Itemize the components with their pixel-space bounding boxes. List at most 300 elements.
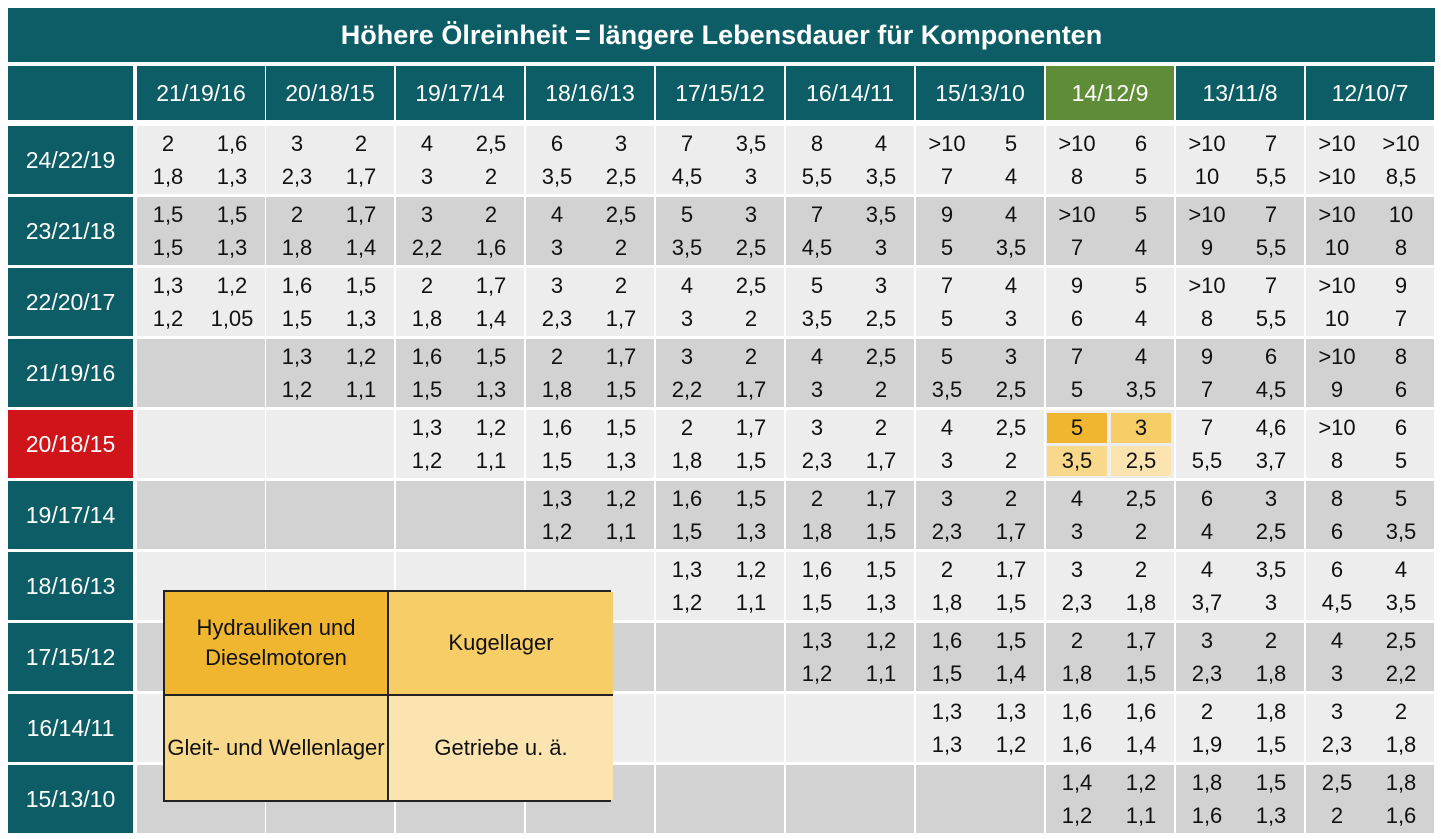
cell-value: 5 bbox=[1004, 131, 1018, 156]
cell-value: 2,5 bbox=[735, 235, 767, 260]
cell-value: 1,5 bbox=[281, 306, 313, 331]
table-cell bbox=[266, 197, 394, 265]
cell-value: 1,1 bbox=[1125, 803, 1157, 828]
table-cell bbox=[1306, 481, 1434, 549]
table-cell bbox=[1176, 410, 1304, 478]
cell-value bbox=[527, 801, 587, 831]
cell-value: 4 bbox=[810, 344, 824, 369]
cell-value: 1,3 bbox=[735, 519, 767, 544]
cell-value: 1,2 bbox=[216, 273, 248, 298]
cell-value bbox=[397, 555, 457, 585]
cell-value: 1,6 bbox=[475, 235, 507, 260]
cell-value: 2,5 bbox=[475, 131, 507, 156]
cell-value: 1,5 bbox=[1255, 770, 1287, 795]
cell-value bbox=[331, 517, 391, 547]
table-cell bbox=[137, 126, 265, 194]
cell-value bbox=[202, 342, 262, 372]
cell-value: 4,5 bbox=[1255, 377, 1287, 402]
cell-value: 5 bbox=[1394, 486, 1408, 511]
cell-value: 1,7 bbox=[345, 202, 377, 227]
cell-value: 3 bbox=[1330, 661, 1344, 686]
cell-value: 8 bbox=[1070, 164, 1084, 189]
cell-value: 1,4 bbox=[995, 661, 1027, 686]
cell-value: 1,5 bbox=[865, 519, 897, 544]
table-cell bbox=[1176, 481, 1304, 549]
cell-value: 2 bbox=[940, 557, 954, 582]
cell-value: 6 bbox=[1394, 377, 1408, 402]
column-header: 15/13/10 bbox=[916, 66, 1044, 120]
cell-value: 1,3 bbox=[995, 699, 1027, 724]
cell-value: 1,8 bbox=[541, 377, 573, 402]
table-cell bbox=[916, 765, 1044, 833]
cell-value: 5,5 bbox=[801, 164, 833, 189]
cell-value bbox=[787, 768, 847, 798]
cell-value: 6 bbox=[1394, 415, 1408, 440]
cell-value: 6 bbox=[1134, 131, 1148, 156]
cell-value: 3 bbox=[874, 235, 888, 260]
table-cell bbox=[1046, 552, 1174, 620]
cell-value: 7 bbox=[1394, 306, 1408, 331]
cell-value: 1,5 bbox=[995, 590, 1027, 615]
cell-value bbox=[591, 801, 651, 831]
cell-value: >10 bbox=[1318, 273, 1356, 298]
table-cell bbox=[1046, 339, 1174, 407]
cell-value: 5 bbox=[940, 235, 954, 260]
table-cell bbox=[526, 339, 654, 407]
cell-value: 3,7 bbox=[1191, 590, 1223, 615]
cell-value: 4 bbox=[420, 131, 434, 156]
cell-value: 8 bbox=[1200, 306, 1214, 331]
cell-value: 4 bbox=[1200, 519, 1214, 544]
cell-value: 4 bbox=[1004, 273, 1018, 298]
cell-value: 2,5 bbox=[865, 306, 897, 331]
row-header: 21/19/16 bbox=[8, 339, 133, 407]
cell-value bbox=[591, 555, 651, 585]
cell-value: 1,3 bbox=[931, 732, 963, 757]
cell-value bbox=[721, 697, 781, 727]
table-cell bbox=[396, 410, 524, 478]
table-cell bbox=[1046, 197, 1174, 265]
table-cell bbox=[1176, 552, 1304, 620]
cell-value: 1,8 bbox=[1255, 661, 1287, 686]
cell-value bbox=[202, 801, 262, 831]
row-header: 24/22/19 bbox=[8, 126, 133, 194]
cell-value: 3 bbox=[1264, 486, 1278, 511]
cell-value: 1,5 bbox=[541, 448, 573, 473]
cell-value: 1,8 bbox=[281, 235, 313, 260]
cell-value: 1,2 bbox=[865, 628, 897, 653]
legend bbox=[163, 590, 611, 802]
table-cell bbox=[396, 339, 524, 407]
cell-value: 4 bbox=[1394, 557, 1408, 582]
cell-value: 7 bbox=[940, 164, 954, 189]
cell-value: 1,8 bbox=[1125, 590, 1157, 615]
cell-value: 1,6 bbox=[1061, 699, 1093, 724]
cell-value: 2,5 bbox=[995, 415, 1027, 440]
cell-value: 2,2 bbox=[1385, 661, 1417, 686]
cell-value bbox=[787, 697, 847, 727]
cell-value bbox=[267, 413, 327, 443]
cell-value bbox=[787, 801, 847, 831]
column-header: 19/17/14 bbox=[396, 66, 524, 120]
cell-value: 5 bbox=[1047, 413, 1107, 443]
cell-value bbox=[461, 517, 521, 547]
cell-value: 2 bbox=[550, 344, 564, 369]
cell-value bbox=[851, 768, 911, 798]
table-cell bbox=[786, 268, 914, 336]
cell-value: 3 bbox=[1070, 557, 1084, 582]
cell-value: 1,7 bbox=[865, 486, 897, 511]
cell-value: 2 bbox=[484, 202, 498, 227]
cell-value: >10 bbox=[1058, 131, 1096, 156]
table-cell bbox=[916, 623, 1044, 691]
cell-value bbox=[851, 697, 911, 727]
table-cell bbox=[1306, 268, 1434, 336]
cell-value: 2 bbox=[354, 131, 368, 156]
cell-value bbox=[267, 484, 327, 514]
cell-value: 1,5 bbox=[671, 519, 703, 544]
cell-value: 1,2 bbox=[671, 590, 703, 615]
table-cell bbox=[1176, 126, 1304, 194]
cell-value: 3,5 bbox=[931, 377, 963, 402]
cell-value bbox=[397, 801, 457, 831]
cell-value bbox=[331, 801, 391, 831]
cell-value: 2,3 bbox=[1061, 590, 1093, 615]
cell-value: 2,3 bbox=[1191, 661, 1223, 686]
table-cell bbox=[526, 126, 654, 194]
cell-value: 8,5 bbox=[1385, 164, 1417, 189]
cell-value bbox=[721, 730, 781, 760]
table-cell bbox=[526, 410, 654, 478]
cell-value: 9 bbox=[1200, 235, 1214, 260]
table-cell bbox=[1176, 623, 1304, 691]
cell-value: 1,5 bbox=[605, 415, 637, 440]
cell-value: 7 bbox=[1264, 131, 1278, 156]
cell-value: 4,5 bbox=[801, 235, 833, 260]
table-cell bbox=[396, 268, 524, 336]
cell-value bbox=[657, 626, 717, 656]
cell-value: 1,8 bbox=[1385, 732, 1417, 757]
cell-value: 7 bbox=[1200, 415, 1214, 440]
cell-value: 2 bbox=[484, 164, 498, 189]
cell-value: 1,1 bbox=[475, 448, 507, 473]
cell-value: 1,6 bbox=[801, 557, 833, 582]
table-cell bbox=[137, 339, 265, 407]
cell-value: 2,2 bbox=[671, 377, 703, 402]
cell-value: 1,6 bbox=[216, 131, 248, 156]
cell-value: 3 bbox=[1200, 628, 1214, 653]
cell-value bbox=[657, 697, 717, 727]
table-cell bbox=[1046, 268, 1174, 336]
cell-value: 2 bbox=[1070, 628, 1084, 653]
cell-value: 1,6 bbox=[1061, 732, 1093, 757]
cell-value: >10 bbox=[1318, 344, 1356, 369]
cell-value: 1,7 bbox=[345, 164, 377, 189]
cell-value: 4,6 bbox=[1255, 415, 1287, 440]
cell-value: 1,5 bbox=[152, 235, 184, 260]
cell-value: 4 bbox=[680, 273, 694, 298]
cell-value: 5,5 bbox=[1255, 235, 1287, 260]
cell-value: 5 bbox=[940, 344, 954, 369]
cell-value bbox=[721, 626, 781, 656]
cell-value: 9 bbox=[1394, 273, 1408, 298]
cell-value: 9 bbox=[1200, 344, 1214, 369]
cell-value: 3 bbox=[810, 415, 824, 440]
cell-value: 1,9 bbox=[1191, 732, 1223, 757]
cell-value bbox=[331, 484, 391, 514]
cell-value: 5 bbox=[1134, 164, 1148, 189]
table-cell bbox=[1306, 339, 1434, 407]
cell-value: 1,4 bbox=[1061, 770, 1093, 795]
cell-value: 2 bbox=[1330, 803, 1344, 828]
cell-value: 1,3 bbox=[931, 699, 963, 724]
cell-value: 2 bbox=[614, 235, 628, 260]
table-cell bbox=[1176, 694, 1304, 762]
cell-value: >10 bbox=[928, 131, 966, 156]
table-cell bbox=[1176, 765, 1304, 833]
cell-value bbox=[461, 555, 521, 585]
table-cell bbox=[266, 481, 394, 549]
cell-value: 1,3 bbox=[605, 448, 637, 473]
table-cell bbox=[786, 481, 914, 549]
cell-value: 1,8 bbox=[1255, 699, 1287, 724]
cell-value: 7 bbox=[940, 273, 954, 298]
table-cell bbox=[916, 268, 1044, 336]
cell-value: 1,4 bbox=[475, 306, 507, 331]
cell-value: 2,5 bbox=[1255, 519, 1287, 544]
cell-value: 6 bbox=[550, 131, 564, 156]
cell-value: 6 bbox=[1200, 486, 1214, 511]
cell-value bbox=[202, 555, 262, 585]
cell-value: >10 bbox=[1318, 415, 1356, 440]
cell-value: 2,5 bbox=[735, 273, 767, 298]
cell-value: 5 bbox=[1134, 273, 1148, 298]
cell-value bbox=[461, 484, 521, 514]
cell-value bbox=[851, 730, 911, 760]
cell-value: 4 bbox=[1134, 306, 1148, 331]
cell-value: 3,5 bbox=[1047, 446, 1107, 476]
cell-value: 5,5 bbox=[1255, 306, 1287, 331]
cell-value: 6 bbox=[1070, 306, 1084, 331]
cell-value: 3,7 bbox=[1255, 448, 1287, 473]
cell-value bbox=[267, 555, 327, 585]
table-cell bbox=[396, 197, 524, 265]
row-header: 19/17/14 bbox=[8, 481, 133, 549]
cell-value: 2,5 bbox=[1385, 628, 1417, 653]
table-cell bbox=[526, 268, 654, 336]
cell-value: 2 bbox=[1394, 699, 1408, 724]
table-cell bbox=[916, 197, 1044, 265]
cell-value: >10 bbox=[1318, 202, 1356, 227]
cell-value: 3 bbox=[1004, 306, 1018, 331]
cell-value bbox=[397, 484, 457, 514]
cell-value: 4 bbox=[1004, 202, 1018, 227]
cell-value: 10 bbox=[1324, 306, 1350, 331]
cell-value: 1,5 bbox=[801, 590, 833, 615]
cell-value: 1,2 bbox=[152, 306, 184, 331]
cell-value: 9 bbox=[940, 202, 954, 227]
cell-value: 6 bbox=[1330, 519, 1344, 544]
cell-value bbox=[527, 555, 587, 585]
cell-value: 3 bbox=[614, 131, 628, 156]
table-cell bbox=[1306, 694, 1434, 762]
cell-value bbox=[138, 517, 198, 547]
table-cell bbox=[1046, 410, 1174, 478]
cell-value: 3,5 bbox=[541, 164, 573, 189]
table-cell bbox=[916, 552, 1044, 620]
cell-value: 2,5 bbox=[995, 377, 1027, 402]
cell-value: 6 bbox=[1330, 557, 1344, 582]
cell-value: 2,3 bbox=[281, 164, 313, 189]
cell-value: 1,5 bbox=[475, 344, 507, 369]
table-cell bbox=[1306, 552, 1434, 620]
cell-value: 10 bbox=[1194, 164, 1220, 189]
cell-value: 1,5 bbox=[1255, 732, 1287, 757]
cell-value: 7 bbox=[680, 131, 694, 156]
cell-value: 3 bbox=[810, 377, 824, 402]
cell-value: 2,3 bbox=[801, 448, 833, 473]
cell-value: 7 bbox=[1264, 273, 1278, 298]
cell-value: 1,8 bbox=[411, 306, 443, 331]
cell-value bbox=[138, 413, 198, 443]
table-cell bbox=[1176, 197, 1304, 265]
cell-value bbox=[917, 801, 977, 831]
cell-value bbox=[331, 555, 391, 585]
cell-value bbox=[721, 801, 781, 831]
cell-value: 1,8 bbox=[801, 519, 833, 544]
cell-value bbox=[721, 768, 781, 798]
cell-value: 4 bbox=[1330, 628, 1344, 653]
cell-value: 5 bbox=[1070, 377, 1084, 402]
cell-value: 10 bbox=[1388, 202, 1414, 227]
table-cell bbox=[526, 197, 654, 265]
cell-value bbox=[331, 413, 391, 443]
cell-value: 1,7 bbox=[605, 306, 637, 331]
page-title: Höhere Ölreinheit = längere Lebensdauer für Komponenten bbox=[8, 8, 1435, 62]
cell-value: 1,7 bbox=[475, 273, 507, 298]
cell-value: >10 bbox=[1318, 131, 1356, 156]
table-cell bbox=[786, 410, 914, 478]
table-cell bbox=[137, 268, 265, 336]
cell-value bbox=[138, 484, 198, 514]
table-cell bbox=[266, 410, 394, 478]
cell-value bbox=[202, 413, 262, 443]
table-cell bbox=[1306, 765, 1434, 833]
cell-value: 5 bbox=[1134, 202, 1148, 227]
cell-value: 8 bbox=[1394, 235, 1408, 260]
table-cell bbox=[656, 339, 784, 407]
cell-value: 1,5 bbox=[735, 448, 767, 473]
cell-value: 3 bbox=[1004, 344, 1018, 369]
table-cell bbox=[1306, 197, 1434, 265]
cell-value: 1,2 bbox=[345, 344, 377, 369]
cell-value: 1,8 bbox=[1191, 770, 1223, 795]
column-header: 14/12/9 bbox=[1046, 66, 1174, 120]
cell-value bbox=[138, 801, 198, 831]
cell-value: 5 bbox=[680, 202, 694, 227]
cell-value: 7 bbox=[1070, 344, 1084, 369]
cell-value bbox=[657, 768, 717, 798]
cell-value: 9 bbox=[1070, 273, 1084, 298]
legend-hydraulics-diesel: Hydrauliken und Dieselmotoren bbox=[165, 592, 389, 696]
cell-value: >10 bbox=[1188, 273, 1226, 298]
cell-value: 3,5 bbox=[1385, 519, 1417, 544]
cell-value: 1,2 bbox=[541, 519, 573, 544]
cell-value: 8 bbox=[1330, 486, 1344, 511]
cell-value: 2 bbox=[1134, 557, 1148, 582]
cell-value: 3 bbox=[1330, 699, 1344, 724]
column-header: 12/10/7 bbox=[1306, 66, 1434, 120]
cell-value: 1,4 bbox=[1125, 732, 1157, 757]
cell-value: 3,5 bbox=[801, 306, 833, 331]
table-cell bbox=[1306, 410, 1434, 478]
cell-value: 7 bbox=[1200, 377, 1214, 402]
cell-value: 2 bbox=[1200, 699, 1214, 724]
cell-value: >10 bbox=[1318, 164, 1356, 189]
cell-value: 8 bbox=[1394, 344, 1408, 369]
row-header: 20/18/15 bbox=[8, 410, 133, 478]
cell-value: 1,3 bbox=[152, 273, 184, 298]
cell-value: 1,6 bbox=[541, 415, 573, 440]
cell-value: 1,5 bbox=[345, 273, 377, 298]
row-header: 17/15/12 bbox=[8, 623, 133, 691]
table-cell bbox=[656, 694, 784, 762]
column-header: 17/15/12 bbox=[656, 66, 784, 120]
table-cell bbox=[1306, 623, 1434, 691]
table-cell bbox=[137, 481, 265, 549]
cell-value: 1,3 bbox=[345, 306, 377, 331]
table-cell bbox=[1046, 126, 1174, 194]
cell-value: 1,7 bbox=[995, 557, 1027, 582]
cell-value: 3 bbox=[1070, 519, 1084, 544]
cell-value: 1,2 bbox=[605, 486, 637, 511]
table-cell bbox=[396, 126, 524, 194]
cell-value bbox=[397, 517, 457, 547]
cell-value: 3,5 bbox=[671, 235, 703, 260]
cell-value: 1,6 bbox=[931, 628, 963, 653]
cell-value: 1,1 bbox=[345, 377, 377, 402]
cell-value: 2,5 bbox=[605, 164, 637, 189]
cell-value: 1,2 bbox=[281, 377, 313, 402]
table-cell bbox=[137, 410, 265, 478]
cell-value: 1,5 bbox=[931, 661, 963, 686]
cell-value: 3 bbox=[290, 131, 304, 156]
cell-value bbox=[981, 768, 1041, 798]
cell-value: 3 bbox=[874, 273, 888, 298]
cell-value: 1,2 bbox=[995, 732, 1027, 757]
cell-value: 2 bbox=[874, 377, 888, 402]
cell-value bbox=[138, 555, 198, 585]
cell-value: 6 bbox=[1264, 344, 1278, 369]
cell-value: 5 bbox=[810, 273, 824, 298]
row-header: 22/20/17 bbox=[8, 268, 133, 336]
cell-value: 3 bbox=[550, 273, 564, 298]
cell-value: 1,5 bbox=[865, 557, 897, 582]
row-header: 16/14/11 bbox=[8, 694, 133, 762]
cell-value: 1,3 bbox=[216, 235, 248, 260]
cell-value bbox=[917, 768, 977, 798]
cell-value bbox=[981, 801, 1041, 831]
cell-value: 8 bbox=[810, 131, 824, 156]
cell-value: 2 bbox=[290, 202, 304, 227]
cell-value: 3 bbox=[420, 202, 434, 227]
cell-value: 4,5 bbox=[1321, 590, 1353, 615]
cell-value: 2,5 bbox=[1111, 446, 1171, 476]
cell-value: 1,3 bbox=[801, 628, 833, 653]
table-cell bbox=[786, 552, 914, 620]
column-header: 13/11/8 bbox=[1176, 66, 1304, 120]
table-cell bbox=[916, 410, 1044, 478]
